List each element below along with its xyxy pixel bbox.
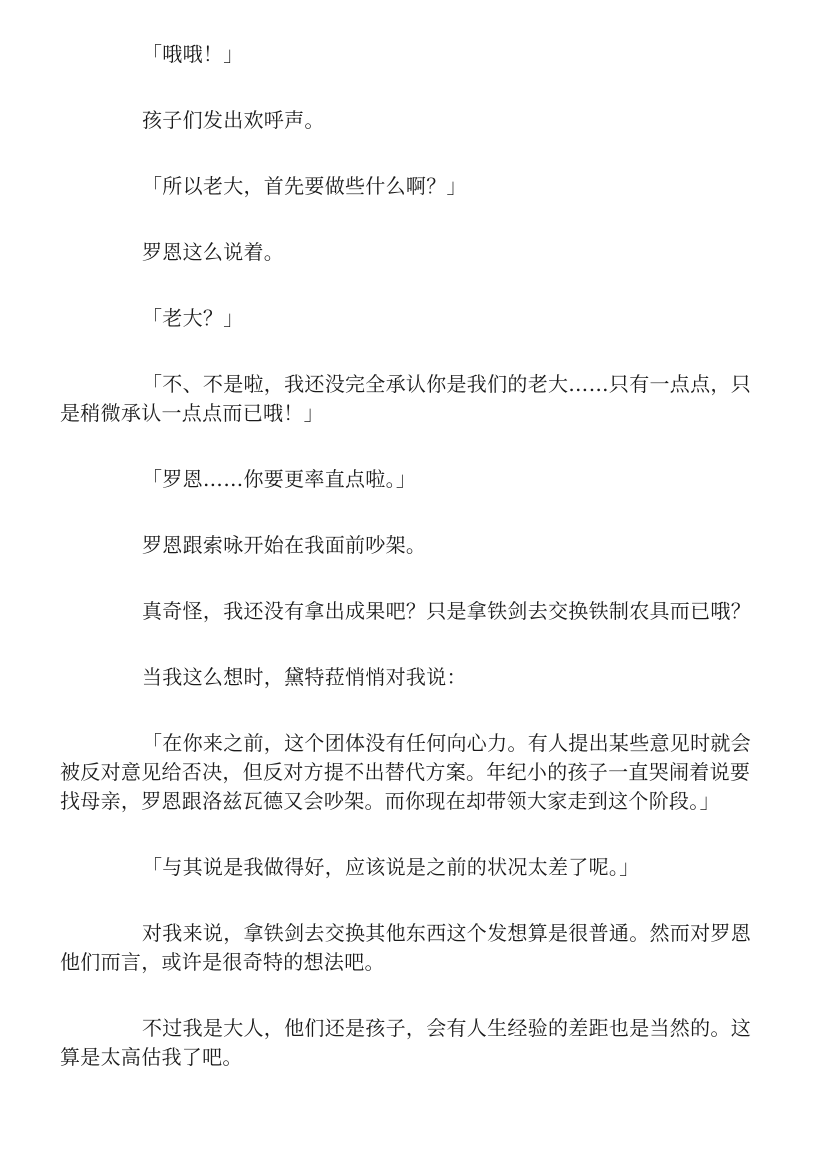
paragraph: 「与其说是我做得好，应该说是之前的状况太差了呢。」 [142, 855, 640, 879]
paragraph: 当我这么想时，黛特菈悄悄对我说： [142, 665, 467, 689]
paragraph: 「所以老大，首先要做些什么啊？」 [142, 174, 467, 198]
paragraph: 孩子们发出欢呼声。 [142, 108, 325, 132]
paragraph: 不过我是大人，他们还是孩子，会有人生经验的差距也是当然的。这算是太高估我了吧。 [60, 1016, 751, 1069]
paragraph: 罗恩跟索咏开始在我面前吵架。 [142, 533, 427, 557]
paragraph: 「在你来之前，这个团体没有任何向心力。有人提出某些意见时就会被反对意见给否决，但反对方提不出替代方案。年纪小的孩子一直哭闹着说要找母亲，罗恩跟洛兹瓦德又会吵架。而你现在却带领大家走到这个阶段。」 [60, 731, 751, 813]
paragraph: 真奇怪，我还没有拿出成果吧？只是拿铁剑去交换铁制农具而已哦？ [142, 599, 751, 623]
body-text [60, 40, 770, 1109]
paragraph: 「不、不是啦，我还没完全承认你是我们的老大……只有一点点，只是稍微承认一点点而已哦！」 [60, 372, 751, 425]
paragraph: 对我来说，拿铁剑去交换其他东西这个发想算是很普通。然而对罗恩他们而言，或许是很奇特的想法吧。 [60, 921, 751, 974]
paragraph: 「哦哦！」 [142, 42, 244, 66]
paragraph: 「老大？」 [142, 306, 244, 330]
paragraph: 「罗恩……你要更率直点啦。」 [142, 467, 417, 491]
paragraph: 罗恩这么说着。 [142, 240, 285, 264]
